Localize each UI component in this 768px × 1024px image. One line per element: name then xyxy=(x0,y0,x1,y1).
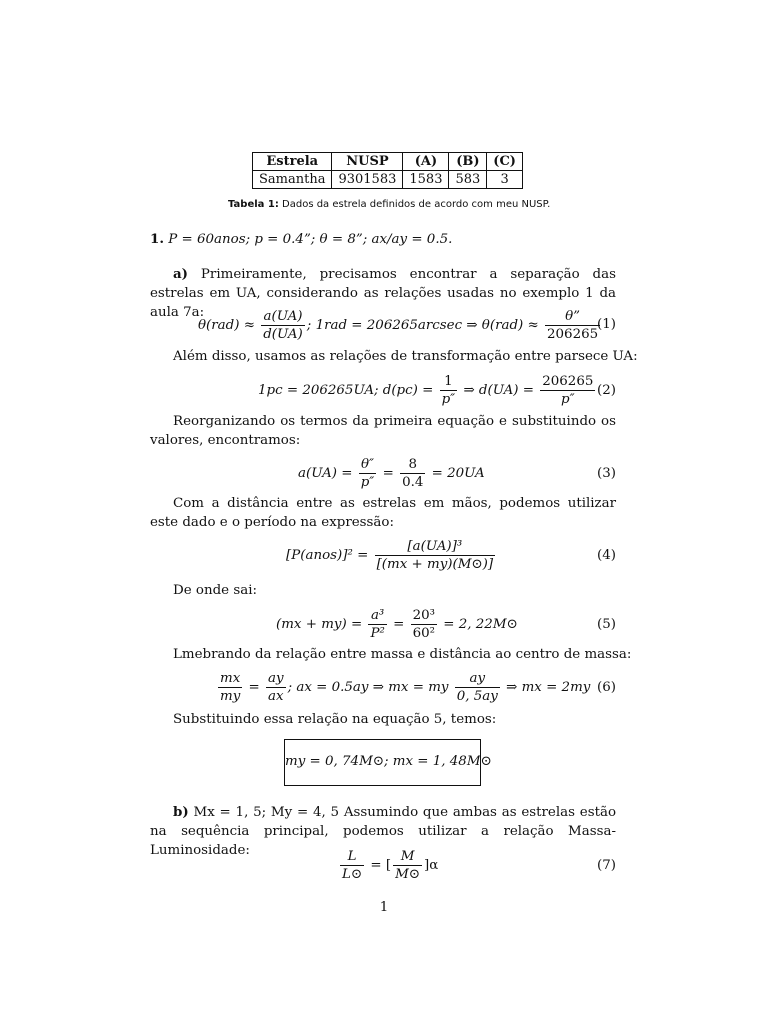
page-number: 1 xyxy=(379,900,389,915)
eq2-fraction xyxy=(540,373,595,408)
eq6-right: ⇒ mx = 2my xyxy=(506,680,591,695)
eq5-frac2-den: 60² xyxy=(412,626,436,641)
eq7-right: ]α xyxy=(424,858,439,873)
eq2-frac2-den: p″ xyxy=(561,392,575,407)
eq6-frac3-num: ay xyxy=(469,671,486,686)
eq3-frac1-num: θ″ xyxy=(360,457,375,472)
equation-number: (6) xyxy=(597,680,616,695)
eq3-fraction xyxy=(359,456,377,491)
eq5-fraction xyxy=(411,607,437,642)
table-header-cell: (B) xyxy=(449,153,487,171)
eq5-fraction xyxy=(368,607,386,642)
part-b-label: b) xyxy=(173,804,189,820)
table-caption xyxy=(228,199,550,210)
eq1-frac2-den: 206265 xyxy=(547,327,599,342)
eq6-frac1-den: my xyxy=(220,689,241,704)
equation-number: (5) xyxy=(597,617,616,632)
equation-2 xyxy=(150,373,616,411)
eq3-frac2-den: 0.4 xyxy=(402,475,424,490)
eq3-left: a(UA) = xyxy=(298,466,353,481)
eq3-fraction xyxy=(400,456,425,491)
boxed-result-text: my = 0, 74M⊙; mx = 1, 48M⊙ xyxy=(285,754,492,769)
eq4-fraction xyxy=(375,538,496,573)
eq7-frac1-num: L xyxy=(347,849,357,864)
eq6-fraction xyxy=(218,670,242,705)
equation-7 xyxy=(150,848,616,888)
eq7-middle: = [ xyxy=(370,858,392,873)
eq4-frac1-num: [a(UA)]³ xyxy=(407,539,463,554)
eq2-fraction xyxy=(440,373,458,408)
part-a-label: a) xyxy=(173,266,189,282)
eq5-right: = 2, 22M⊙ xyxy=(443,617,518,632)
eq7-frac2-den: M⊙ xyxy=(395,867,421,882)
eq7-frac1-den: L⊙ xyxy=(342,867,363,882)
equation-number: (3) xyxy=(597,466,616,481)
eq7-fraction xyxy=(340,848,364,883)
part-a-text6: Lmebrando da relação entre massa e distância ao centro de massa: xyxy=(173,647,632,662)
problem-statement xyxy=(150,230,616,249)
part-a-text3: Reorganizando os termos da primeira equação e substituindo os valores, encontramos: xyxy=(150,414,616,448)
table-cell: 3 xyxy=(487,171,523,189)
part-b-body: Mx = 1, 5; My = 4, 5 Assumindo que ambas as estrelas estão na sequência principal, podemos utilizar a relação Massa-Luminosidade: xyxy=(150,805,617,858)
eq6-frac2-num: ay xyxy=(268,671,284,686)
eq7-fraction xyxy=(393,848,422,883)
eq6-equals: = xyxy=(248,680,260,695)
eq1-frac2-num: θ” xyxy=(565,309,581,324)
part-a-text2: Além disso, usamos as relações de transformação entre parsece UA: xyxy=(173,349,638,364)
table-header-cell: (C) xyxy=(487,153,523,171)
caption-text: Dados da estrela definidos de acordo com meu NUSP. xyxy=(282,199,551,210)
eq2-left: 1pc = 206265UA; d(pc) = xyxy=(258,383,434,398)
eq4-frac1-den: [(mx + my)(M⊙)] xyxy=(376,557,494,572)
eq5-middle: = xyxy=(393,617,405,632)
eq1-middle: ; 1rad = 206265arcsec ⇒ θ(rad) ≈ xyxy=(306,318,539,333)
table-header-cell: Estrela xyxy=(253,153,332,171)
equation-number: (7) xyxy=(597,858,616,873)
eq1-fraction xyxy=(261,308,305,343)
table-header-cell: (A) xyxy=(403,153,449,171)
eq5-frac1-den: P² xyxy=(370,626,385,641)
eq4-left: [P(anos)]² = xyxy=(286,548,369,563)
table-row xyxy=(253,171,523,189)
eq6-frac1-num: mx xyxy=(220,671,241,686)
eq2-frac2-num: 206265 xyxy=(542,374,594,389)
eq5-frac2-num: 20³ xyxy=(412,608,436,623)
part-a-text7: Substituindo essa relação na equação 5, temos: xyxy=(173,712,497,727)
eq3-middle: = xyxy=(382,466,394,481)
equation-number: (1) xyxy=(597,317,616,332)
eq7-frac2-num: M xyxy=(400,849,415,864)
boxed-result xyxy=(284,739,492,786)
equation-3 xyxy=(150,456,616,494)
eq1-left: θ(rad) ≈ xyxy=(198,318,255,333)
equation-number: (2) xyxy=(597,383,616,398)
eq5-frac1-num: a³ xyxy=(370,608,385,623)
eq1-frac1-num: a(UA) xyxy=(263,309,303,324)
equation-1 xyxy=(150,308,616,344)
eq2-frac1-den: p″ xyxy=(441,392,456,407)
eq5-left: (mx + my) = xyxy=(276,617,363,632)
problem-number: 1. xyxy=(150,231,164,247)
table-header-row xyxy=(253,153,523,171)
equation-5 xyxy=(150,607,616,645)
equation-6 xyxy=(150,670,616,708)
eq3-frac1-den: p″ xyxy=(360,475,375,490)
problem-givens: P = 60anos; p = 0.4”; θ = 8”; ax/ay = 0.5. xyxy=(168,232,453,247)
equation-number: (4) xyxy=(597,548,616,563)
eq6-frac3-den: 0, 5ay xyxy=(456,689,498,704)
eq6-middle: ; ax = 0.5ay ⇒ mx = my xyxy=(287,680,449,695)
table-cell: 583 xyxy=(449,171,487,189)
table-cell: 1583 xyxy=(403,171,449,189)
part-a-text5: De onde sai: xyxy=(173,583,258,598)
part-a-text4: Com a distância entre as estrelas em mãos, podemos utilizar este dado e o período na expressão: xyxy=(150,496,616,530)
eq6-fraction xyxy=(455,670,500,705)
eq3-frac2-num: 8 xyxy=(400,456,425,474)
eq1-frac1-den: d(UA) xyxy=(263,327,303,342)
eq1-fraction xyxy=(545,308,600,343)
eq2-middle: ⇒ d(UA) = xyxy=(463,383,534,398)
star-data-table xyxy=(252,152,523,189)
caption-label: Tabela 1: xyxy=(228,199,279,210)
table-header-cell: NUSP xyxy=(332,153,403,171)
eq6-frac2-den: ax xyxy=(268,689,284,704)
part-a-intro-text: Primeiramente, precisamos encontrar a separação das estrelas em UA, considerando as relações usadas no exemplo 1 da aula 7a: xyxy=(150,267,616,320)
table-cell: 9301583 xyxy=(332,171,403,189)
table-cell: Samantha xyxy=(253,171,332,189)
eq3-right: = 20UA xyxy=(431,466,485,481)
eq6-fraction xyxy=(266,670,286,705)
equation-4 xyxy=(150,538,616,576)
eq2-frac1-num: 1 xyxy=(440,373,458,391)
